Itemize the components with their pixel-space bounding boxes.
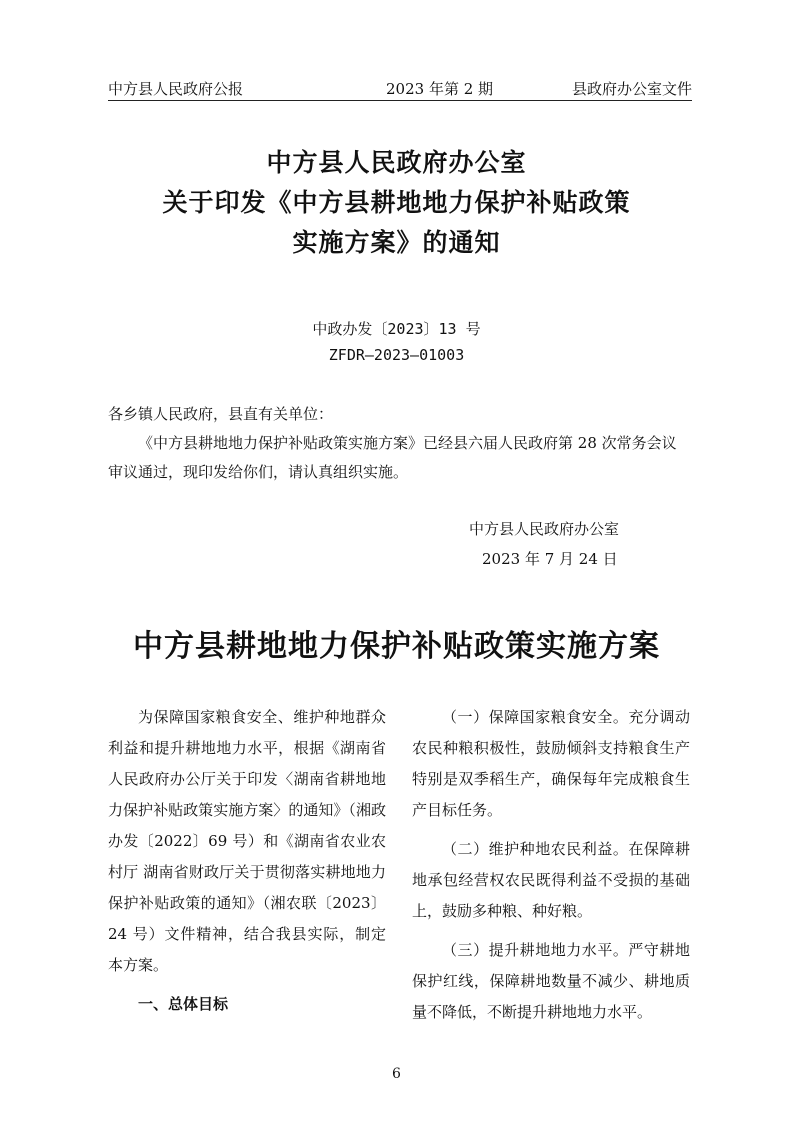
document-number-line-2: ZFDR—2023—01003 — [328, 346, 465, 364]
goal-item-2 — [412, 834, 690, 927]
left-column — [108, 702, 386, 1028]
header-publication-name: 中方县人民政府公报 — [108, 80, 244, 98]
salutation: 各乡镇人民政府，县直有关单位： — [108, 405, 334, 423]
goal-item-2-heading: （二）维护种地农民利益。 — [442, 840, 629, 858]
page-number: 6 — [392, 1066, 401, 1082]
goal-item-2-text: 在保障耕地承包经营权农民既得利益不受损的基础上，鼓励多种粮、种好粮。 — [412, 840, 690, 920]
plan-title: 中方县耕地地力保护补贴政策实施方案 — [133, 629, 660, 664]
intro-paragraph: 为保障国家粮食安全、维护种地群众利益和提升耕地地力水平，根据《湖南省人民政府办公厅关于印发〈湖南省耕地地力保护补贴政策实施方案〉的通知》（湘政办发〔2022〕69 号）和《湖南省农业农村厅 湖南省财政厅关于贯彻落实耕地地力保护补贴政策的通知》（湘农联〔2023〕24 号）文件精神，结合我县实际，制定本方案。 — [108, 708, 386, 974]
goal-item-3-text: 严守耕地保护红线，保障耕地数量不减少、耕地质量不降低，不断提升耕地地力水平。 — [412, 941, 690, 1021]
header-section: 县政府办公室文件 — [571, 80, 692, 98]
section-heading-1: 一、总体目标 — [138, 995, 229, 1013]
goal-item-3 — [412, 935, 690, 1028]
document-number-line-1: 中政办发〔2023〕13 号 — [312, 320, 481, 338]
signature-organization: 中方县人民政府办公室 — [469, 520, 620, 538]
goal-item-1-text: 充分调动农民种粮积极性，鼓励倾斜支持粮食生产特别是双季稻生产，确保每年完成粮食生产目标任务。 — [412, 708, 690, 819]
running-header — [108, 78, 692, 101]
signature-date: 2023 年 7 月 24 日 — [482, 550, 618, 568]
goal-item-1 — [412, 702, 690, 826]
notice-title — [0, 143, 793, 263]
notice-title-line-1: 中方县人民政府办公室 — [266, 148, 527, 177]
header-issue: 2023 年第 2 期 — [386, 80, 494, 98]
notice-title-line-2: 关于印发《中方县耕地地力保护补贴政策 — [162, 188, 631, 217]
goal-item-3-heading: （三）提升耕地地力水平。 — [442, 941, 629, 959]
notice-title-line-3: 实施方案》的通知 — [292, 228, 501, 257]
document-number — [0, 316, 793, 368]
notice-body-paragraph: 《中方县耕地地力保护补贴政策实施方案》已经县六届人民政府第 28 次常务会议审议通过，现印发给你们，请认真组织实施。 — [108, 434, 677, 481]
right-column — [412, 702, 690, 1036]
goal-item-1-heading: （一）保障国家粮食安全。 — [442, 708, 629, 726]
